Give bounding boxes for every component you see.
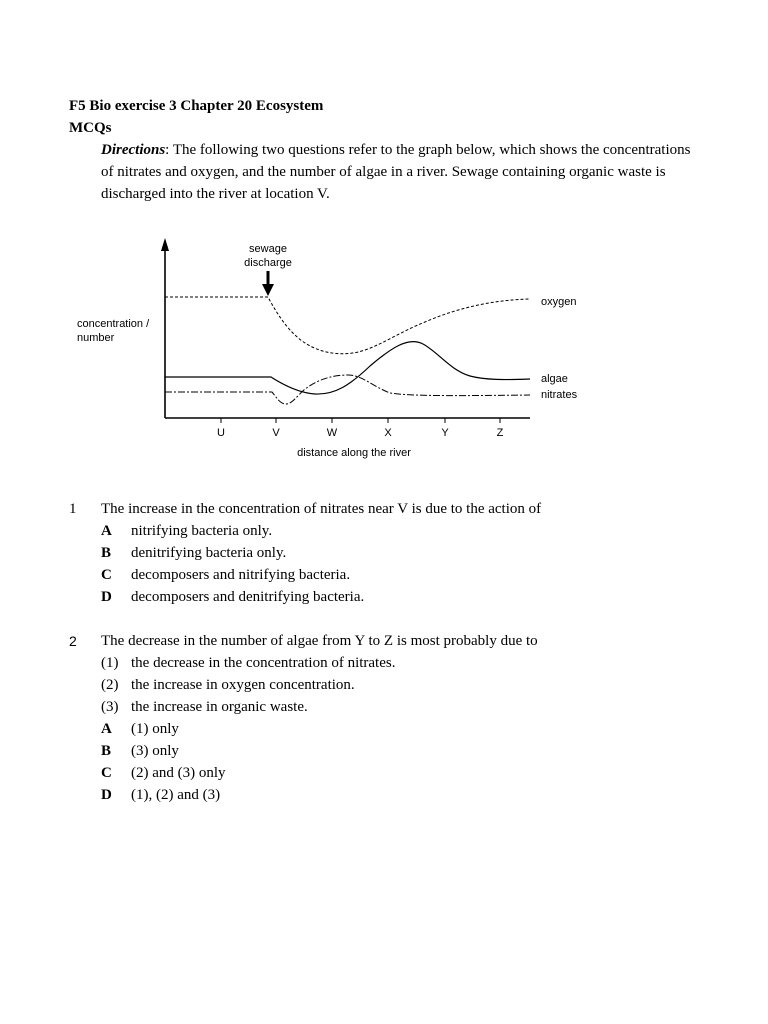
tick-label-w: W <box>326 427 338 439</box>
oxygen-curve <box>165 297 530 354</box>
q2-option-text: (3) only <box>131 743 179 759</box>
q2-option-letter: B <box>101 743 112 759</box>
q2-statement-number: (1) <box>101 655 119 671</box>
q1-option-text: decomposers and nitrifying bacteria. <box>131 567 351 583</box>
q2-statement-text: the increase in oxygen concentration. <box>131 677 355 693</box>
q2-statement-text: the decrease in the concentration of nitrates. <box>131 655 396 671</box>
river-graph <box>0 0 768 480</box>
q1-option-letter: C <box>101 567 112 583</box>
q2-option-text: (2) and (3) only <box>131 765 226 781</box>
q2-statement-number: (3) <box>101 699 119 715</box>
tick-label-v: V <box>272 427 280 439</box>
q1-number: 1 <box>69 501 77 517</box>
nitrates-label: nitrates <box>541 389 578 401</box>
q1-option-letter: A <box>101 523 112 539</box>
sewage-label-line2: discharge <box>244 257 292 269</box>
q2-stem: The decrease in the number of algae from Y to Z is most probably due to <box>101 633 538 649</box>
directions-text: : The following two questions refer to the graph below, which shows the concentrations of nitrates and oxygen, and the number of algae in a river. Sewage containing organic waste is discharged into the river at location V. <box>101 142 691 202</box>
tick-label-z: Z <box>496 427 504 439</box>
algae-label: algae <box>541 373 568 385</box>
tick-label-y: Y <box>441 427 449 439</box>
y-axis-label-line2: number <box>77 332 115 344</box>
x-axis-label: distance along the river <box>297 447 411 459</box>
directions-label: Directions <box>101 142 166 158</box>
tick-label-u: U <box>217 427 225 439</box>
section-heading: MCQs <box>69 120 112 136</box>
sewage-arrow-head <box>262 284 274 296</box>
q1-option-text: denitrifying bacteria only. <box>131 545 287 561</box>
q2-statement-text: the increase in organic waste. <box>131 699 308 715</box>
q1-option-text: decomposers and denitrifying bacteria. <box>131 589 365 605</box>
q2-option-text: (1), (2) and (3) <box>131 787 221 803</box>
algae-curve <box>165 342 530 394</box>
sewage-label-line1: sewage <box>249 243 287 255</box>
q1-option-text: nitrifying bacteria only. <box>131 523 273 539</box>
q1-stem: The increase in the concentration of nitrates near V is due to the action of <box>101 501 542 517</box>
q2-option-text: (1) only <box>131 721 179 737</box>
q2-option-letter: D <box>101 787 112 803</box>
q2-number: 2 <box>69 633 77 649</box>
oxygen-label: oxygen <box>541 296 577 308</box>
document-title: F5 Bio exercise 3 Chapter 20 Ecosystem <box>69 98 324 114</box>
q2-option-letter: C <box>101 765 112 781</box>
y-axis-label-line1: concentration / <box>77 318 150 330</box>
y-axis-arrow <box>161 238 169 251</box>
q1-option-letter: D <box>101 589 112 605</box>
tick-label-x: X <box>384 427 392 439</box>
q2-statement-number: (2) <box>101 677 119 693</box>
nitrates-curve <box>165 375 530 404</box>
q1-option-letter: B <box>101 545 112 561</box>
q2-option-letter: A <box>101 721 112 737</box>
